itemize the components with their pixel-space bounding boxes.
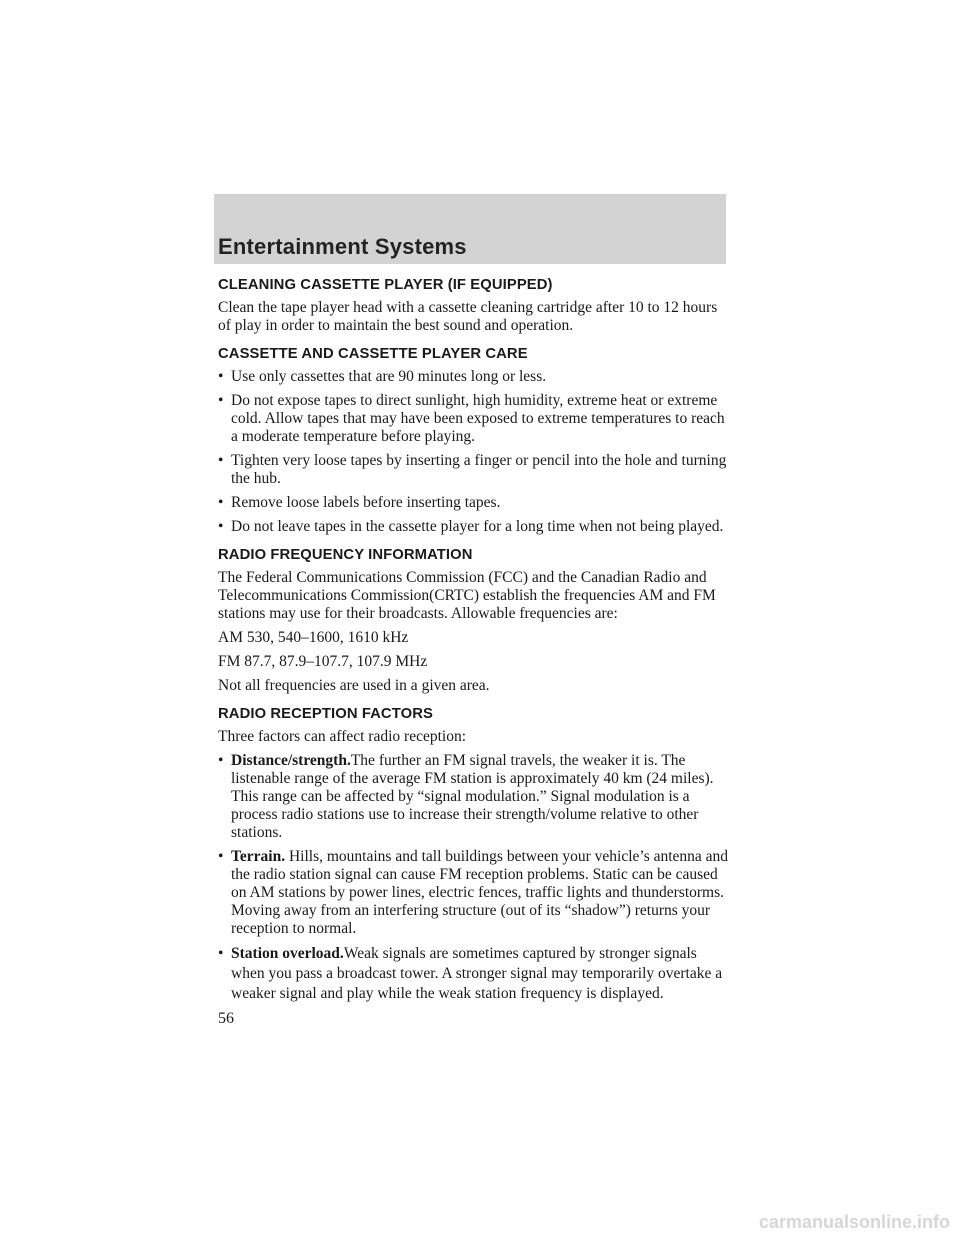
care-item bbox=[218, 452, 733, 488]
cleaning-body: Clean the tape player head with a cassette cleaning cartridge after 10 to 12 hours of play in order to maintain the best sound and operation. bbox=[218, 299, 718, 334]
factor-term: Distance/strength. bbox=[231, 752, 351, 769]
frequency-heading: RADIO FREQUENCY INFORMATION bbox=[218, 547, 473, 563]
care-list bbox=[218, 368, 733, 536]
care-item bbox=[218, 368, 733, 386]
care-item-text: Remove loose labels before inserting tapes. bbox=[231, 494, 501, 511]
frequency-body: The Federal Communications Commission (FCC) and the Canadian Radio and Telecommunications Commission(CRTC) establish the frequencies AM and FM stations may use for their broadcasts. Allowable frequencies are: bbox=[218, 569, 716, 622]
bullet-icon: • bbox=[218, 752, 224, 769]
care-item-text: Do not expose tapes to direct sunlight, high humidity, extreme heat or extreme cold. Allow tapes that may have been exposed to extreme temperatures to reach a moderate temperature before playing. bbox=[231, 392, 725, 445]
reception-intro: Three factors can affect radio reception: bbox=[218, 728, 466, 745]
bullet-icon: • bbox=[218, 848, 224, 865]
reception-factor bbox=[218, 848, 733, 938]
care-item bbox=[218, 518, 733, 536]
care-item-text: Do not leave tapes in the cassette player for a long time when not being played. bbox=[231, 518, 724, 535]
page-content bbox=[218, 270, 733, 1010]
frequency-note: Not all frequencies are used in a given area. bbox=[218, 677, 490, 694]
am-frequencies: AM 530, 540–1600, 1610 kHz bbox=[218, 629, 409, 646]
section-title: Entertainment Systems bbox=[218, 234, 467, 259]
cleaning-heading: CLEANING CASSETTE PLAYER (IF EQUIPPED) bbox=[218, 277, 553, 293]
bullet-icon: • bbox=[218, 392, 224, 409]
bullet-icon: • bbox=[218, 494, 224, 511]
care-item-text: Tighten very loose tapes by inserting a finger or pencil into the hole and turning the hub. bbox=[231, 452, 727, 487]
watermark: carmanualsonline.info bbox=[758, 1212, 950, 1232]
reception-factor bbox=[218, 944, 733, 1004]
factor-term: Station overload. bbox=[231, 945, 344, 962]
bullet-icon: • bbox=[218, 518, 224, 535]
care-item bbox=[218, 494, 733, 512]
factor-term: Terrain. bbox=[231, 848, 286, 865]
care-heading: CASSETTE AND CASSETTE PLAYER CARE bbox=[218, 346, 528, 362]
care-item bbox=[218, 392, 733, 446]
factor-text: The further an FM signal travels, the weaker it is. The listenable range of the average FM station is approximately 40 km (24 miles). This range can be affected by “signal modulation.” Signal modulation is a process radio stations use to increase their strength/volume relative to other stations. bbox=[231, 752, 714, 841]
reception-factors-list bbox=[218, 752, 733, 1004]
page-number: 56 bbox=[218, 1010, 234, 1027]
factor-text: Hills, mountains and tall buildings between your vehicle’s antenna and the radio station signal can cause FM reception problems. Static can be caused on AM stations by power lines, electric fences, traffic lights and thunderstorms. Moving away from an interfering structure (out of its “shadow”) returns your reception to normal. bbox=[231, 848, 729, 937]
bullet-icon: • bbox=[218, 452, 224, 469]
care-item-text: Use only cassettes that are 90 minutes long or less. bbox=[231, 368, 547, 385]
bullet-icon: • bbox=[218, 945, 224, 962]
reception-factor bbox=[218, 752, 733, 842]
fm-frequencies: FM 87.7, 87.9–107.7, 107.9 MHz bbox=[218, 653, 428, 670]
bullet-icon: • bbox=[218, 368, 224, 385]
reception-heading: RADIO RECEPTION FACTORS bbox=[218, 706, 433, 722]
factor-text: Weak signals are sometimes captured by stronger signals when you pass a broadcast tower. A stronger signal may temporarily overtake a weaker signal and play while the weak station frequency is displayed. bbox=[231, 945, 723, 1002]
